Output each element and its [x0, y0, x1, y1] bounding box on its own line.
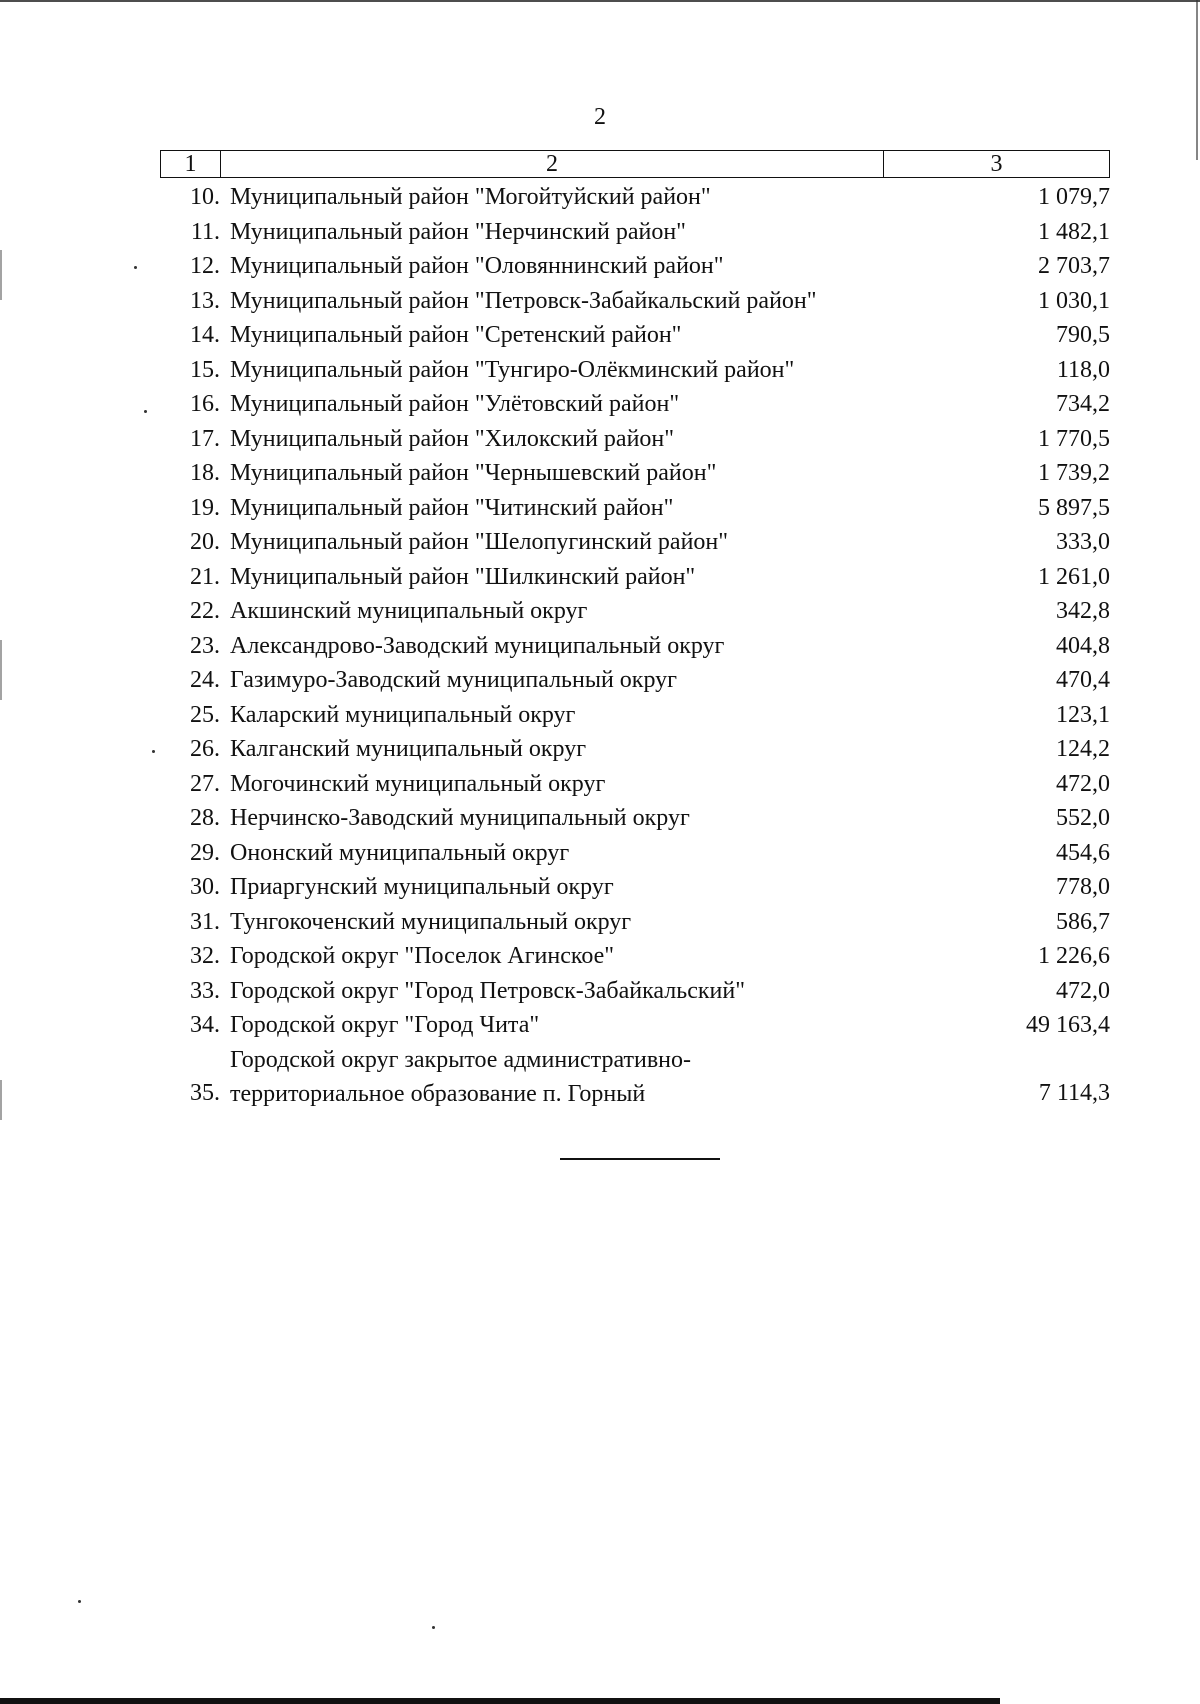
table-row: [160, 456, 1110, 491]
row-name: Нерчинско-Заводский муниципальный округ: [230, 805, 690, 831]
row-value: 1 770,5: [1038, 425, 1110, 452]
table-row: [160, 387, 1110, 422]
row-value: 7 114,3: [1038, 1080, 1110, 1106]
scan-speck: [152, 750, 155, 753]
row-name: Муниципальный район "Нерчинский район": [230, 218, 686, 245]
row-number: 11.: [190, 218, 220, 245]
header-col-3: 3: [990, 151, 1003, 177]
row-number: 25.: [190, 701, 220, 728]
row-value: 2 703,7: [1038, 253, 1110, 279]
table-row: [160, 629, 1110, 664]
row-name: Газимуро-Заводский муниципальный округ: [230, 667, 677, 693]
row-name: Тунгокоченский муниципальный округ: [230, 908, 632, 935]
row-name: Ононский муниципальный округ: [230, 839, 570, 866]
row-name: Муниципальный район "Хилокский район": [230, 425, 675, 452]
row-name: Александрово-Заводский муниципальный округ: [230, 632, 725, 659]
row-name: Городской округ закрытое административно- территориальное образование п. Горный: [230, 1046, 691, 1107]
header-col-2: 2: [221, 151, 884, 177]
row-value: 1 079,7: [1038, 184, 1110, 210]
row-number: 32.: [190, 943, 220, 969]
table-row: [160, 284, 1110, 319]
row-name: Городской округ "Поселок Агинское": [230, 943, 615, 969]
row-number: 23.: [190, 632, 220, 659]
header-col-1: 1: [161, 151, 221, 177]
row-value: 1 226,6: [1038, 943, 1110, 969]
table-row: [160, 767, 1110, 802]
scan-mark-left: [0, 1080, 2, 1120]
row-name: Муниципальный район "Оловяннинский район": [230, 253, 724, 279]
table-row: [160, 905, 1110, 940]
row-name: Муниципальный район "Могойтуйский район": [230, 184, 711, 210]
end-rule: [560, 1158, 720, 1160]
table-row: [160, 594, 1110, 629]
table-body: [160, 180, 1110, 1111]
row-number: 33.: [190, 977, 220, 1004]
row-value: 1 482,1: [1038, 218, 1110, 245]
table-row: [160, 249, 1110, 284]
table-row: [160, 939, 1110, 974]
row-number: 12.: [190, 253, 220, 279]
row-number: 20.: [190, 529, 220, 555]
row-name: Муниципальный район "Улётовский район": [230, 391, 680, 417]
row-value: 472,0: [1056, 977, 1110, 1004]
table-row: [160, 974, 1110, 1009]
row-number: 18.: [190, 460, 220, 486]
row-number: 21.: [190, 563, 220, 590]
row-value: 124,2: [1056, 736, 1110, 762]
row-value: 778,0: [1056, 874, 1110, 900]
row-name: Муниципальный район "Чернышевский район": [230, 460, 717, 486]
table-row: [160, 801, 1110, 836]
row-number: 14.: [190, 322, 220, 348]
row-value: 49 163,4: [1026, 1012, 1110, 1038]
row-value: 472,0: [1056, 770, 1110, 797]
row-name: Акшинский муниципальный округ: [230, 598, 588, 624]
row-value: 404,8: [1056, 632, 1110, 659]
row-number: 13.: [190, 287, 220, 314]
row-value: 586,7: [1056, 908, 1110, 935]
table-row: [160, 525, 1110, 560]
page-number: 2: [594, 104, 606, 130]
row-number: 35.: [190, 1080, 220, 1106]
row-name: Могочинский муниципальный округ: [230, 770, 606, 797]
row-name: Каларский муниципальный округ: [230, 701, 576, 728]
table-row: [160, 180, 1110, 215]
row-name: Городской округ "Город Петровск-Забайкальский": [230, 977, 746, 1004]
scan-edge-right: [1196, 0, 1198, 160]
table-row: [160, 422, 1110, 457]
row-value: 470,4: [1056, 667, 1110, 693]
scan-edge-top: [0, 0, 1200, 2]
table-row: [160, 836, 1110, 871]
scan-speck: [134, 266, 137, 269]
table-row: [160, 491, 1110, 526]
row-name: Муниципальный район "Сретенский район": [230, 322, 682, 348]
row-value: 333,0: [1056, 529, 1110, 555]
row-number: 28.: [190, 805, 220, 831]
row-number: 22.: [190, 598, 220, 624]
row-number: 30.: [190, 874, 220, 900]
row-number: 19.: [190, 494, 220, 521]
table-row: [160, 1043, 1110, 1111]
table-row: [160, 732, 1110, 767]
row-number: 29.: [190, 839, 220, 866]
row-number: 26.: [190, 736, 220, 762]
row-name: Муниципальный район "Тунгиро-Олёкминский район": [230, 356, 795, 383]
row-value: 552,0: [1056, 805, 1110, 831]
row-value: 734,2: [1056, 391, 1110, 417]
row-number: 24.: [190, 667, 220, 693]
scan-speck: [78, 1600, 81, 1603]
table-row: [160, 560, 1110, 595]
row-name: Калганский муниципальный округ: [230, 736, 587, 762]
table-row: [160, 663, 1110, 698]
table-row: [160, 698, 1110, 733]
row-value: 1 739,2: [1038, 460, 1110, 486]
scan-speck: [432, 1626, 435, 1629]
table-row: [160, 1008, 1110, 1043]
row-number: 16.: [190, 391, 220, 417]
table-row: [160, 353, 1110, 388]
row-name: Городской округ "Город Чита": [230, 1012, 540, 1038]
row-name: Приаргунский муниципальный округ: [230, 874, 614, 900]
row-value: 342,8: [1056, 598, 1110, 624]
allocation-table: [160, 150, 1110, 1111]
row-number: 17.: [190, 425, 220, 452]
row-value: 454,6: [1056, 839, 1110, 866]
table-row: [160, 318, 1110, 353]
row-value: 790,5: [1056, 322, 1110, 348]
row-number: 15.: [190, 356, 220, 383]
table-header: [160, 150, 1110, 178]
scan-mark-left: [0, 250, 2, 300]
row-value: 5 897,5: [1038, 494, 1110, 521]
row-value: 1 030,1: [1038, 287, 1110, 314]
row-number: 31.: [190, 908, 220, 935]
row-name: Муниципальный район "Шелопугинский район": [230, 529, 729, 555]
scan-speck: [144, 410, 147, 413]
scan-mark-left: [0, 640, 2, 700]
row-value: 1 261,0: [1038, 563, 1110, 590]
table-row: [160, 215, 1110, 250]
row-value: 118,0: [1056, 356, 1110, 383]
row-name: Муниципальный район "Шилкинский район": [230, 563, 696, 590]
row-name: Муниципальный район "Петровск-Забайкальский район": [230, 287, 817, 314]
table-row: [160, 870, 1110, 905]
row-number: 10.: [190, 184, 220, 210]
row-number: 27.: [190, 770, 220, 797]
scan-edge-bottom: [0, 1698, 1000, 1704]
row-number: 34.: [190, 1012, 220, 1038]
row-name: Муниципальный район "Читинский район": [230, 494, 674, 521]
row-value: 123,1: [1056, 701, 1110, 728]
